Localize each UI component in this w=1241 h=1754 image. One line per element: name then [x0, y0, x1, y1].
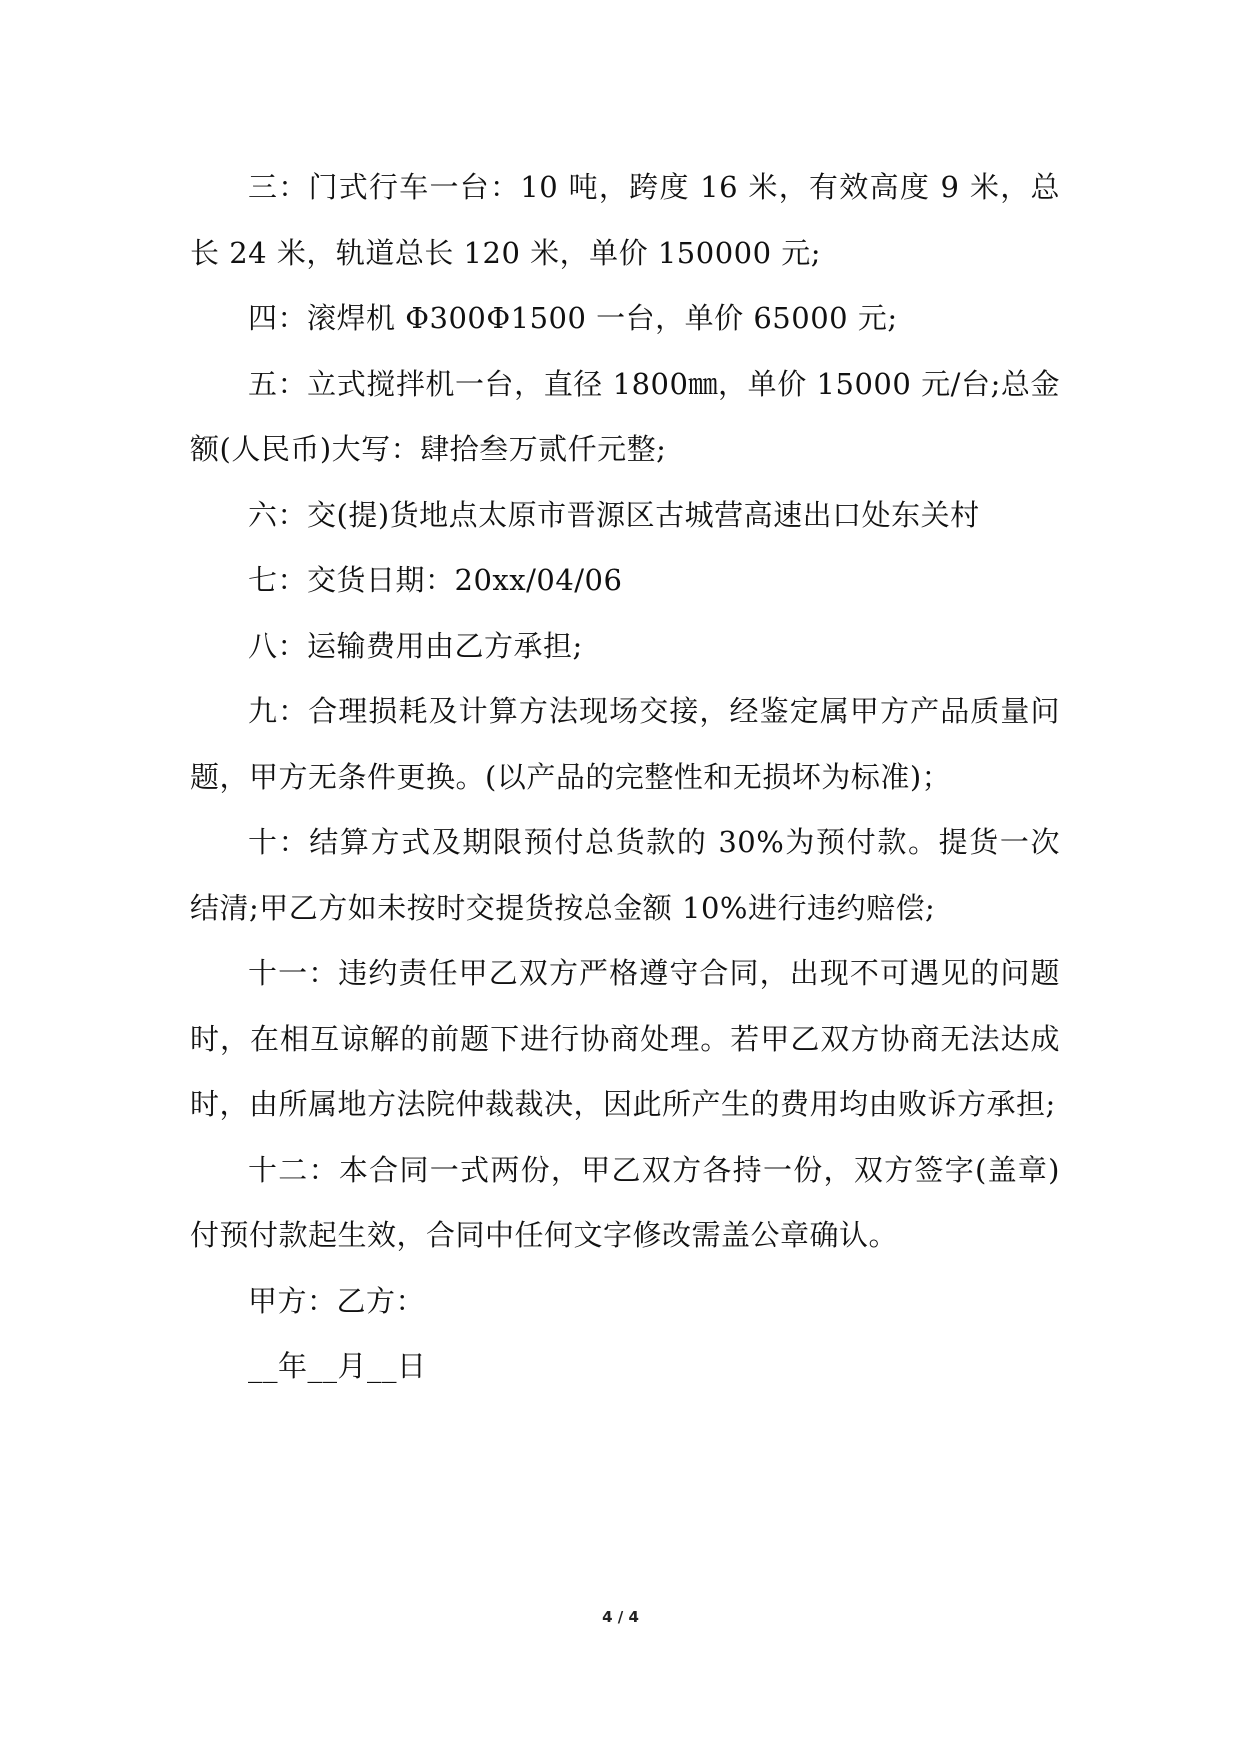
clause-eight: 八：运输费用由乙方承担; [248, 628, 583, 663]
clause-five: 五：立式搅拌机一台，直径 1800㎜，单价 15000 元/台;总金额(人民币)大写：肆拾叁万贰仟元整; [190, 366, 1060, 466]
clause-three: 三：门式行车一台：10 吨，跨度 16 米，有效高度 9 米，总长 24 米，轨道总长 120 米，单价 150000 元; [190, 170, 1060, 270]
clause-nine: 九：合理损耗及计算方法现场交接，经鉴定属甲方产品质量问题，甲方无条件更换。(以产品的完整性和无损坏为标准)； [190, 694, 1060, 794]
clause-six: 六：交(提)货地点太原市晋源区古城营高速出口处东关村 [248, 497, 980, 532]
page-number: 4 / 4 [602, 1608, 639, 1626]
clause-twelve: 十二：本合同一式两份，甲乙双方各持一份，双方签字(盖章)付预付款起生效，合同中任何文字修改需盖公章确认。 [190, 1152, 1060, 1252]
clause-seven: 七：交货日期：20xx/04/06 [248, 563, 623, 597]
clause-ten: 十：结算方式及期限预付总货款的 30%为预付款。提货一次结清;甲乙方如未按时交提货按总金额 10%进行违约赔偿; [190, 825, 1060, 925]
clause-four: 四：滚焊机 Φ300Φ1500 一台，单价 65000 元; [248, 301, 898, 335]
document-body [190, 155, 1060, 1400]
signature-parties: 甲方：乙方： [248, 1283, 426, 1318]
signature-date: __年__月__日 [248, 1349, 427, 1383]
clause-eleven: 十一：违约责任甲乙双方严格遵守合同，出现不可遇见的问题时，在相互谅解的前题下进行协商处理。若甲乙双方协商无法达成时，由所属地方法院仲裁裁决，因此所产生的费用均由败诉方承担; [190, 956, 1060, 1121]
